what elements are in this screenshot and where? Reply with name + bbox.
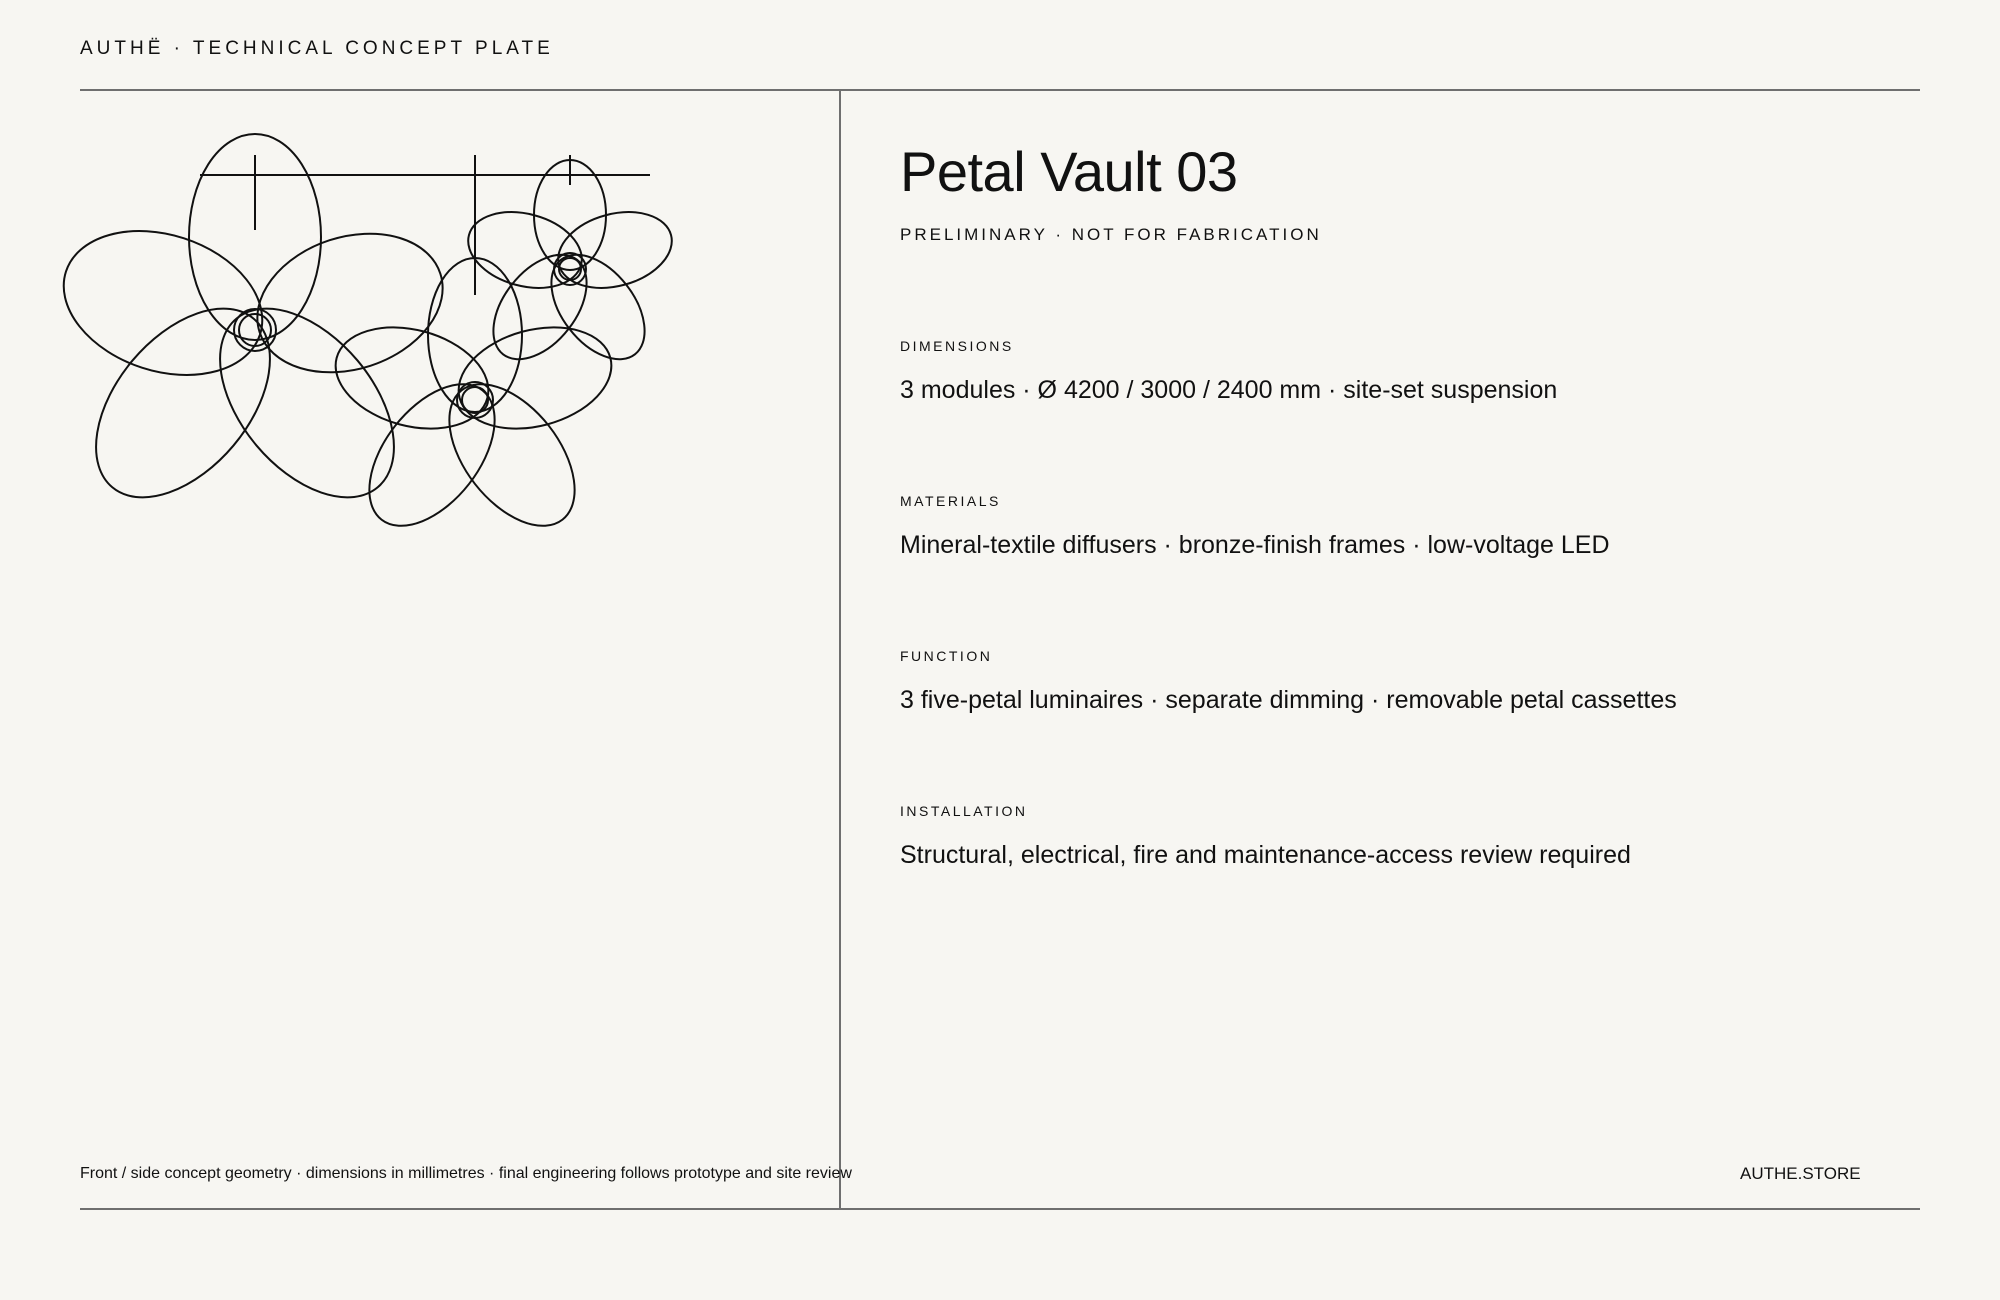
petal-ellipse <box>475 238 606 377</box>
petal-ellipse <box>533 238 664 377</box>
petal-ellipse <box>45 207 281 399</box>
luminaire-medium <box>324 258 623 549</box>
spec-value-dimensions: 3 modules · Ø 4200 / 3000 / 2400 mm · site-set suspension <box>900 376 1558 404</box>
spec-value-function: 3 five-petal luminaires · separate dimming · removable petal cassettes <box>900 686 1677 714</box>
petal-ellipse <box>186 276 429 529</box>
petal-ellipse <box>239 211 460 395</box>
petal-ellipse <box>324 311 500 444</box>
petal-chandelier-drawing <box>0 91 839 561</box>
spec-label-function: FUNCTION <box>900 648 993 664</box>
column-divider <box>839 89 841 1210</box>
product-title: Petal Vault 03 <box>900 140 1238 203</box>
footer-site-label: AUTHE.STORE <box>1740 1164 1861 1183</box>
luminaire-large <box>45 134 461 530</box>
bottom-rule <box>80 1208 1920 1210</box>
spec-value-installation: Structural, electrical, fire and maintenance-access review required <box>900 841 1631 869</box>
petal-ellipse <box>447 311 623 444</box>
petal-ellipse <box>424 361 599 548</box>
spec-value-materials: Mineral-textile diffusers · bronze-finish frames · low-voltage LED <box>900 531 1610 559</box>
hub-circle <box>462 387 488 413</box>
petal-ellipse <box>344 361 519 548</box>
spec-label-dimensions: DIMENSIONS <box>900 338 1014 354</box>
spec-label-installation: INSTALLATION <box>900 803 1028 819</box>
spec-label-materials: MATERIALS <box>900 493 1001 509</box>
brand-header: AUTHË · TECHNICAL CONCEPT PLATE <box>80 38 554 59</box>
footer-note: Front / side concept geometry · dimensions in millimetres · final engineering follows prototype and site review <box>80 1165 852 1182</box>
status-note: PRELIMINARY · NOT FOR FABRICATION <box>900 225 1322 244</box>
